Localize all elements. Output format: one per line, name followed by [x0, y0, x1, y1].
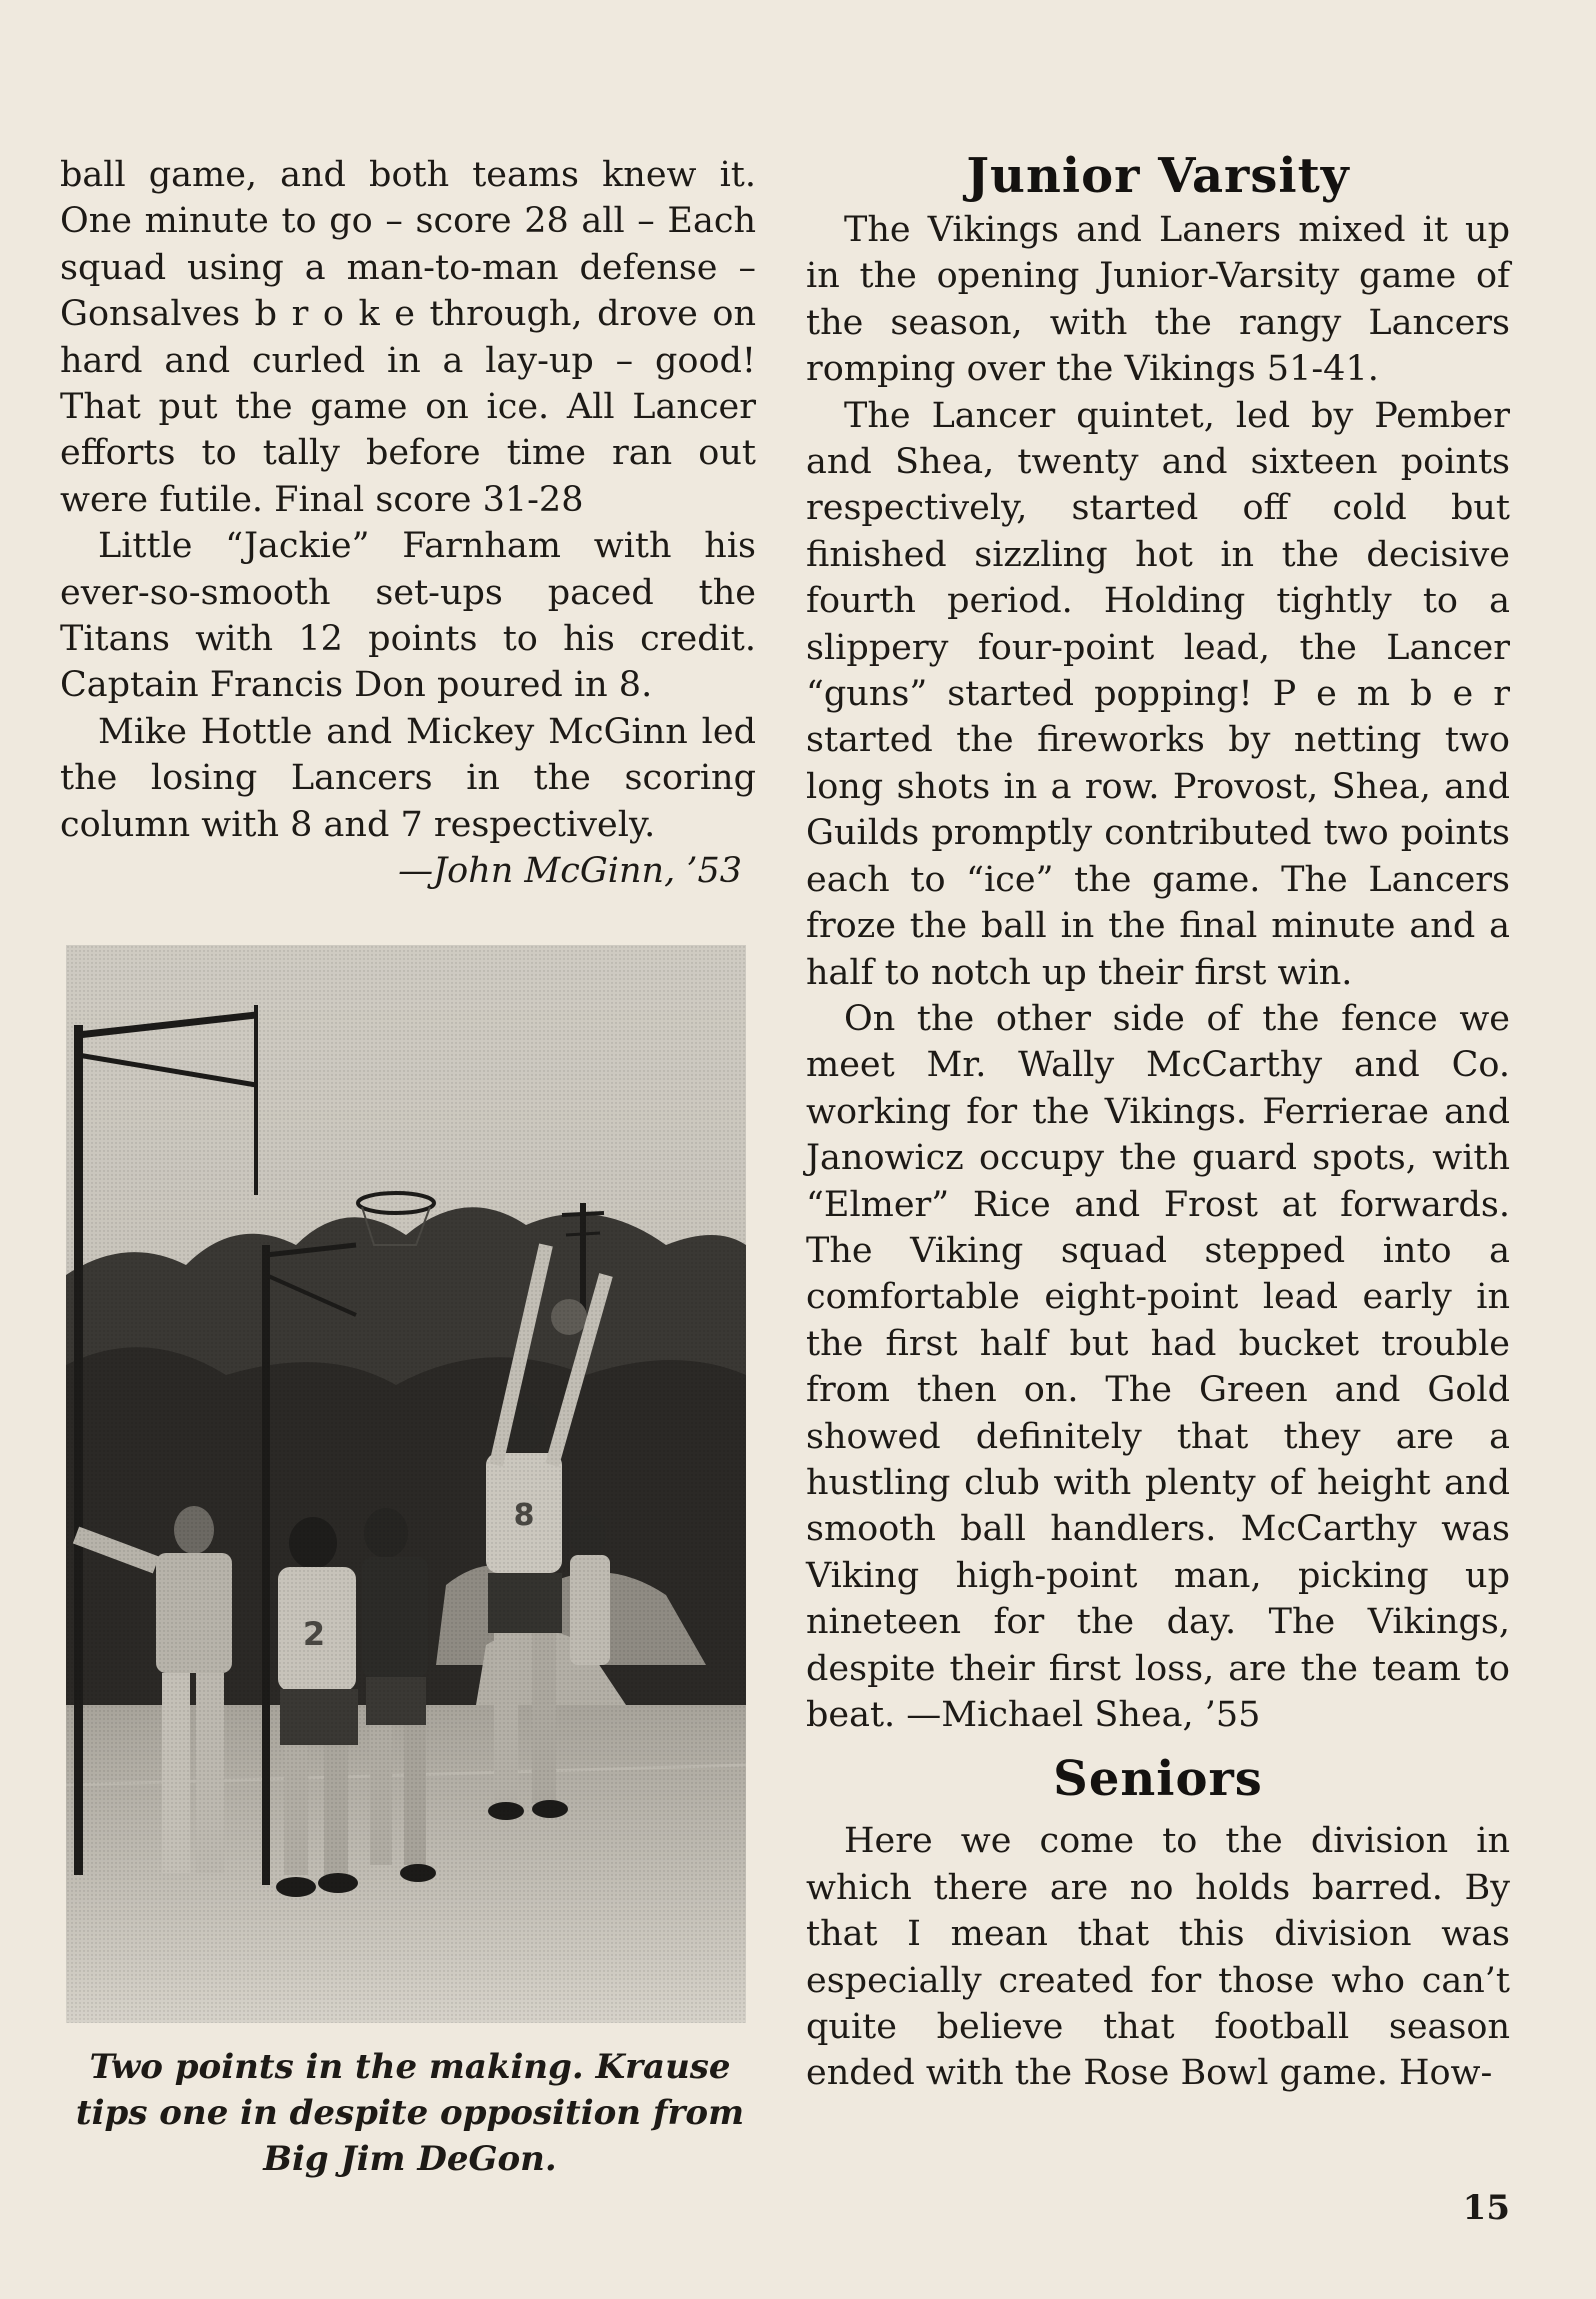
basketball-photo [66, 945, 746, 2023]
paragraph-seniors-intro: Here we come to the division in which there are no holds barred. By that I mean that this division was especially created for those who can’t quite believe that football season ended with the Rose Bowl game. How- [806, 1821, 1510, 2094]
paragraph-jv-vikings: On the other side of the fence we meet Mr. Wally McCarthy and Co. working for the Vikings. Ferrierae and Janowicz occupy the guard spots, with “Elmer” Rice and Frost at forwards. The Viking squad stepped into a comfortable eight-point lead early in the first half but had bucket trouble from then on. The Green and Gold showed definitely that they are a hustling club with plenty of height and smooth ball handlers. McCarthy was Viking high-point man, picking up nineteen for the day. The Vikings, despite their first loss, are the team to beat. —Michael Shea, ’55 [806, 998, 1510, 1735]
paragraph-titans-scoring: Little “Jackie” Farnham with his ever-so-smooth set-ups paced the Titans with 12 points to his credit. Captain Francis Don poured in 8. [60, 526, 756, 706]
paragraph-game-recap: ball game, and both teams knew it. One minute to go – score 28 all – Each squad using a man-to-man defense – Gonsalves b r o k e through, drove on hard and curled in a lay-up – good! That put the game on ice. All Lancer efforts to tally before time ran out were futile. Final score 31-28 [60, 155, 756, 520]
heading-junior-varsity: Junior Varsity [966, 148, 1350, 204]
heading-seniors: Seniors [1053, 1751, 1263, 1808]
page-number: 15 [1462, 2188, 1510, 2228]
basketball-photo-illustration [66, 945, 746, 2023]
photo-caption: Two points in the making. Krause tips one in despite opposition from Big Jim DeGon. [75, 2047, 745, 2179]
left-column [60, 152, 756, 895]
paragraph-jv-opening: The Vikings and Laners mixed it up in the opening Junior-Varsity game of the season, with the rangy Lancers romping over the Vikings 51-41. [806, 210, 1510, 390]
paragraph-jv-lancers: The Lancer quintet, led by Pember and Shea, twenty and sixteen points respectively, started off cold but finished sizzling hot in the decisive fourth period. Holding tightly to a slippery four-point lead, the Lancer “guns” started popping! P e m b e r started the fireworks by netting two long shots in a row. Provost, Shea, and Guilds promptly contributed two points each to “ice” the game. The Lancers froze the ball in the final minute and a half to notch up their first win. [806, 395, 1510, 993]
right-column [806, 145, 1510, 2097]
byline-john-mcginn: —John McGinn, ’53 [398, 851, 742, 892]
paragraph-lancers-scoring: Mike Hottle and Mickey McGinn led the losing Lancers in the scoring column with 8 and 7 respectively. [60, 711, 756, 845]
